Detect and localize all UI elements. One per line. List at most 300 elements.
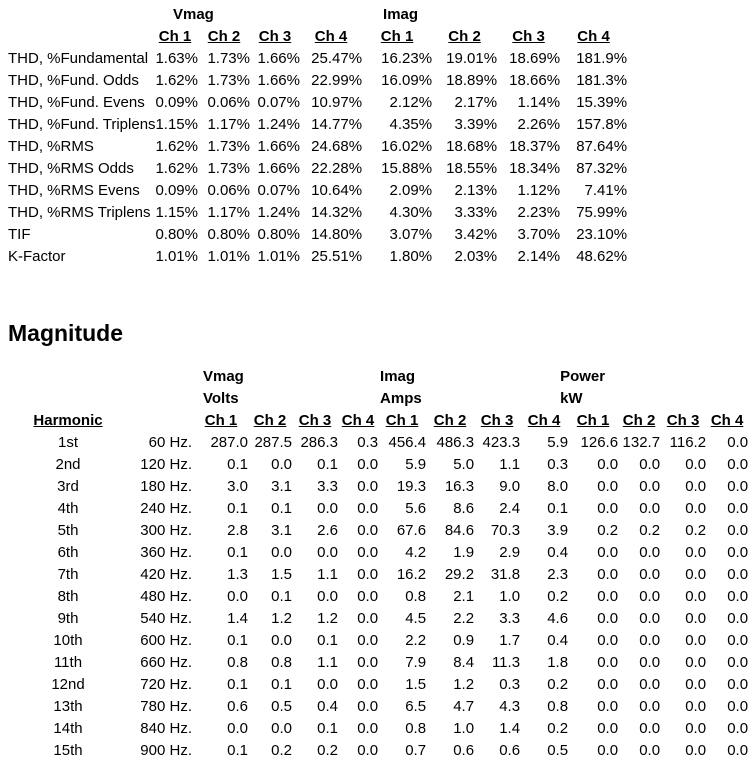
magnitude-value-cell: 2.2: [453, 610, 475, 627]
magnitude-value-cell: 0.0: [357, 610, 379, 627]
magnitude-table-row: [8, 740, 748, 762]
magnitude-value-cell: 0.0: [727, 610, 749, 627]
thd-value-cell: 16.09%: [381, 72, 433, 89]
magnitude-value-cell: 0.1: [227, 632, 248, 649]
magnitude-value-cell: 2.9: [499, 544, 521, 561]
thd-value-cell: 25.47%: [311, 50, 363, 67]
magnitude-value-cell: 2.3: [547, 566, 569, 583]
magnitude-value-cell: 0.1: [271, 588, 292, 605]
magnitude-value-cell: 0.0: [357, 720, 379, 737]
frequency-label: 780 Hz.: [140, 698, 192, 715]
magnitude-value-cell: 3.0: [227, 478, 248, 495]
magnitude-value-cell: 3.9: [547, 522, 569, 539]
magnitude-value-cell: 0.0: [271, 456, 292, 473]
magnitude-value-cell: 0.0: [317, 676, 338, 693]
magnitude-value-cell: 0.3: [357, 434, 379, 451]
harmonic-label: 3rd: [57, 478, 79, 495]
magnitude-value-cell: 29.2: [444, 566, 475, 583]
magnitude-corner-blank: [8, 366, 194, 388]
thd-label-blank: [8, 26, 152, 48]
thd-value-cell: 87.32%: [576, 160, 628, 177]
harmonic-label: 7th: [57, 566, 79, 583]
thd-row-label: TIF: [8, 226, 31, 243]
magnitude-table-row: [8, 454, 748, 476]
magnitude-value-cell: 70.3: [490, 522, 521, 539]
magnitude-value-cell: 1.4: [227, 610, 248, 627]
magnitude-value-cell: 2.2: [405, 632, 427, 649]
magnitude-value-cell: 0.0: [685, 500, 707, 517]
magnitude-value-cell: 0.0: [357, 632, 379, 649]
harmonic-label: 8th: [57, 588, 79, 605]
magnitude-value-cell: 0.6: [227, 698, 248, 715]
magnitude-value-cell: 0.0: [597, 456, 619, 473]
channel-header-label: Ch 1: [385, 412, 419, 429]
magnitude-value-cell: 0.0: [639, 610, 661, 627]
magnitude-value-cell: 0.0: [685, 742, 707, 759]
thd-value-cell: 1.01%: [155, 248, 198, 265]
magnitude-value-cell: 0.0: [727, 720, 749, 737]
magnitude-value-cell: 19.3: [396, 478, 427, 495]
thd-value-cell: 15.88%: [381, 160, 433, 177]
channel-header-power-ch2: [618, 410, 660, 432]
magnitude-value-cell: 0.0: [639, 544, 661, 561]
magnitude-value-cell: 0.0: [685, 632, 707, 649]
channel-header-imag-ch3: [497, 26, 560, 48]
magnitude-value-cell: 0.0: [271, 544, 292, 561]
magnitude-channel-header-row: [8, 410, 748, 432]
magnitude-value-cell: 0.0: [597, 588, 619, 605]
imag-group-header: Imag: [380, 368, 416, 385]
magnitude-value-cell: 287.0: [210, 434, 248, 451]
thd-value-cell: 22.28%: [311, 160, 363, 177]
thd-value-cell: 2.09%: [389, 182, 433, 199]
thd-row-label: K-Factor: [8, 248, 66, 265]
thd-value-cell: 1.14%: [517, 94, 561, 111]
channel-header-power-ch4: [706, 410, 748, 432]
magnitude-value-cell: 0.2: [597, 522, 619, 539]
magnitude-value-cell: 132.7: [622, 434, 661, 451]
frequency-label: 420 Hz.: [140, 566, 192, 583]
thd-row-label: THD, %RMS: [8, 138, 94, 155]
magnitude-value-cell: 0.0: [639, 456, 661, 473]
channel-header-label: Ch 2: [622, 412, 656, 429]
thd-value-cell: 14.80%: [311, 226, 363, 243]
frequency-label: 60 Hz.: [148, 434, 192, 451]
thd-corner-blank: [8, 4, 152, 26]
thd-value-cell: 24.68%: [311, 138, 363, 155]
magnitude-value-cell: 0.0: [597, 742, 619, 759]
channel-header-imag-ch3: [474, 410, 520, 432]
magnitude-value-cell: 0.0: [639, 720, 661, 737]
thd-value-cell: 14.32%: [311, 204, 363, 221]
channel-header-imag-ch2: [432, 26, 497, 48]
thd-value-cell: 4.30%: [389, 204, 433, 221]
magnitude-heading: Magnitude: [8, 320, 123, 346]
magnitude-table-row: [8, 432, 748, 454]
magnitude-value-cell: 1.3: [227, 566, 248, 583]
magnitude-value-cell: 0.0: [357, 588, 379, 605]
magnitude-value-cell: 2.1: [453, 588, 475, 605]
channel-header-vmag-ch4: [300, 26, 362, 48]
channel-header-label: Ch 3: [666, 412, 700, 429]
thd-value-cell: 3.39%: [454, 116, 498, 133]
magnitude-value-cell: 0.0: [317, 544, 338, 561]
magnitude-value-cell: 0.2: [547, 720, 569, 737]
magnitude-value-cell: 0.0: [685, 544, 707, 561]
thd-value-cell: 1.66%: [257, 138, 300, 155]
magnitude-value-cell: 0.4: [317, 698, 338, 715]
channel-header-vmag-ch3: [250, 26, 300, 48]
magnitude-value-cell: 8.4: [453, 654, 475, 671]
magnitude-value-cell: 126.6: [580, 434, 619, 451]
imag-unit-header: Amps: [380, 390, 422, 407]
channel-header-imag-ch2: [426, 410, 474, 432]
magnitude-value-cell: 0.0: [227, 588, 248, 605]
thd-value-cell: 4.35%: [389, 116, 433, 133]
magnitude-table-row: [8, 498, 748, 520]
magnitude-value-cell: 0.1: [227, 456, 248, 473]
thd-channel-header-row: [8, 26, 627, 48]
magnitude-value-cell: 0.0: [597, 654, 619, 671]
channel-header-label: Ch 3: [298, 412, 332, 429]
magnitude-value-cell: 1.8: [547, 654, 569, 671]
thd-value-cell: 25.51%: [311, 248, 363, 265]
magnitude-value-cell: 4.5: [405, 610, 427, 627]
magnitude-value-cell: 1.1: [499, 456, 521, 473]
thd-value-cell: 18.69%: [509, 50, 561, 67]
magnitude-table-row: [8, 696, 748, 718]
thd-value-cell: 10.64%: [311, 182, 363, 199]
thd-value-cell: 1.15%: [155, 204, 198, 221]
thd-value-cell: 19.01%: [446, 50, 498, 67]
harmonic-label: 4th: [57, 500, 79, 517]
harmonic-header-label: Harmonic: [33, 412, 103, 429]
channel-header-vmag-ch1: [152, 26, 198, 48]
magnitude-value-cell: 0.8: [271, 654, 292, 671]
magnitude-table-row: [8, 586, 748, 608]
magnitude-table-row: [8, 630, 748, 652]
thd-value-cell: 1.73%: [207, 160, 250, 177]
magnitude-value-cell: 0.0: [597, 566, 619, 583]
magnitude-value-cell: 0.2: [547, 676, 569, 693]
thd-value-cell: 1.01%: [207, 248, 250, 265]
thd-value-cell: 2.26%: [517, 116, 561, 133]
magnitude-value-cell: 0.9: [453, 632, 475, 649]
magnitude-value-cell: 1.1: [317, 654, 338, 671]
magnitude-value-cell: 1.5: [271, 566, 292, 583]
magnitude-value-cell: 11.3: [491, 654, 521, 671]
magnitude-value-cell: 0.0: [597, 478, 619, 495]
magnitude-value-cell: 8.6: [453, 500, 475, 517]
magnitude-value-cell: 0.2: [639, 522, 661, 539]
magnitude-table-row: [8, 674, 748, 696]
thd-value-cell: 1.66%: [257, 160, 300, 177]
frequency-label: 300 Hz.: [140, 522, 192, 539]
thd-value-cell: 23.10%: [576, 226, 628, 243]
thd-table-row: [8, 136, 627, 158]
thd-value-cell: 18.34%: [509, 160, 561, 177]
magnitude-value-cell: 0.0: [597, 500, 619, 517]
thd-value-cell: 0.80%: [155, 226, 198, 243]
magnitude-value-cell: 0.0: [727, 654, 749, 671]
magnitude-value-cell: 16.2: [396, 566, 427, 583]
channel-header-vmag-ch3: [292, 410, 338, 432]
magnitude-value-cell: 2.8: [227, 522, 248, 539]
thd-value-cell: 157.8%: [576, 116, 628, 133]
magnitude-value-cell: 0.0: [271, 720, 292, 737]
thd-value-cell: 87.64%: [576, 138, 628, 155]
magnitude-value-cell: 0.0: [727, 522, 749, 539]
thd-value-cell: 1.73%: [207, 50, 250, 67]
magnitude-value-cell: 0.1: [317, 720, 338, 737]
magnitude-value-cell: 0.0: [639, 478, 661, 495]
thd-value-cell: 1.73%: [207, 138, 250, 155]
frequency-label: 120 Hz.: [140, 456, 192, 473]
thd-value-cell: 2.13%: [454, 182, 498, 199]
magnitude-value-cell: 0.5: [271, 698, 292, 715]
thd-value-cell: 18.89%: [446, 72, 498, 89]
channel-header-vmag-ch2: [248, 410, 292, 432]
harmonic-label: 10th: [53, 632, 83, 649]
channel-header-power-ch3: [660, 410, 706, 432]
thd-value-cell: 3.70%: [517, 226, 561, 243]
thd-row-label: THD, %RMS Triplens: [8, 204, 151, 221]
thd-value-cell: 16.23%: [381, 50, 433, 67]
magnitude-value-cell: 0.1: [227, 742, 248, 759]
power-unit-label: kW: [560, 390, 583, 407]
thd-row-label: THD, %RMS Evens: [8, 182, 140, 199]
vmag-group-header: Vmag: [203, 368, 244, 385]
thd-row-label: THD, %Fund. Triplens: [8, 116, 156, 133]
magnitude-value-cell: 1.4: [499, 720, 521, 737]
harmonic-label: 6th: [57, 544, 79, 561]
magnitude-value-cell: 0.8: [405, 588, 427, 605]
magnitude-value-cell: 3.3: [499, 610, 521, 627]
magnitude-value-cell: 0.0: [727, 456, 749, 473]
magnitude-value-cell: 0.0: [685, 610, 707, 627]
channel-header-power-ch1: [568, 410, 618, 432]
magnitude-value-cell: 0.0: [357, 500, 379, 517]
magnitude-value-cell: 0.0: [639, 698, 661, 715]
channel-header-label: Ch 4: [710, 412, 744, 429]
magnitude-value-cell: 4.3: [499, 698, 521, 715]
magnitude-value-cell: 0.0: [639, 676, 661, 693]
magnitude-value-cell: 0.0: [685, 698, 707, 715]
magnitude-value-cell: 7.9: [405, 654, 427, 671]
magnitude-value-cell: 0.0: [727, 478, 749, 495]
thd-value-cell: 0.09%: [155, 94, 198, 111]
magnitude-value-cell: 0.0: [685, 566, 707, 583]
magnitude-value-cell: 1.5: [405, 676, 427, 693]
harmonic-label: 15th: [53, 742, 83, 759]
magnitude-value-cell: 0.0: [727, 698, 749, 715]
frequency-label: 900 Hz.: [140, 742, 192, 759]
thd-value-cell: 0.07%: [257, 94, 300, 111]
magnitude-value-cell: 0.0: [227, 720, 248, 737]
magnitude-value-cell: 1.0: [453, 720, 475, 737]
magnitude-value-cell: 286.3: [300, 434, 338, 451]
magnitude-value-cell: 0.0: [357, 544, 379, 561]
thd-value-cell: 3.07%: [389, 226, 433, 243]
thd-table-row: [8, 158, 627, 180]
power-group-header: [560, 366, 748, 388]
magnitude-value-cell: 0.8: [405, 720, 427, 737]
magnitude-value-cell: 0.0: [317, 588, 338, 605]
magnitude-value-cell: 0.0: [727, 434, 749, 451]
magnitude-value-cell: 0.3: [547, 456, 569, 473]
harmonic-label: 14th: [53, 720, 83, 737]
channel-header-label: Ch 1: [204, 412, 238, 429]
magnitude-table-row: [8, 476, 748, 498]
magnitude-value-cell: 0.3: [499, 676, 521, 693]
magnitude-value-cell: 4.6: [547, 610, 569, 627]
thd-value-cell: 2.14%: [517, 248, 561, 265]
channel-header-label: Ch 3: [258, 28, 292, 45]
harmonic-label: 9th: [57, 610, 79, 627]
magnitude-value-cell: 2.4: [499, 500, 521, 517]
frequency-label: 600 Hz.: [140, 632, 192, 649]
magnitude-value-cell: 5.6: [405, 500, 427, 517]
magnitude-value-cell: 16.3: [444, 478, 475, 495]
channel-header-label: Ch 4: [314, 28, 348, 45]
magnitude-value-cell: 0.1: [317, 632, 338, 649]
magnitude-value-cell: 0.0: [727, 742, 749, 759]
magnitude-value-cell: 1.2: [271, 610, 292, 627]
magnitude-value-cell: 1.7: [499, 632, 521, 649]
thd-value-cell: 181.9%: [576, 50, 628, 67]
thd-row-label: THD, %Fund. Evens: [8, 94, 145, 111]
magnitude-value-cell: 1.2: [453, 676, 475, 693]
thd-table-row: [8, 92, 627, 114]
magnitude-value-cell: 3.1: [271, 478, 292, 495]
thd-row-label: THD, %Fund. Odds: [8, 72, 139, 89]
harmonic-label: 13th: [53, 698, 83, 715]
magnitude-value-cell: 1.0: [499, 588, 521, 605]
channel-header-label: Ch 4: [341, 412, 375, 429]
magnitude-value-cell: 5.9: [547, 434, 569, 451]
magnitude-value-cell: 456.4: [388, 434, 427, 451]
magnitude-value-cell: 0.0: [685, 456, 707, 473]
magnitude-value-cell: 0.1: [317, 456, 338, 473]
magnitude-value-cell: 0.0: [727, 632, 749, 649]
magnitude-value-cell: 4.2: [405, 544, 427, 561]
channel-header-vmag-ch1: [194, 410, 248, 432]
thd-value-cell: 18.55%: [446, 160, 498, 177]
frequency-label: 660 Hz.: [140, 654, 192, 671]
magnitude-value-cell: 116.2: [669, 434, 707, 451]
magnitude-value-cell: 0.0: [317, 500, 338, 517]
thd-group-header-row: [8, 4, 627, 26]
magnitude-value-cell: 0.0: [357, 522, 379, 539]
thd-value-cell: 1.66%: [257, 72, 300, 89]
magnitude-value-cell: 0.8: [227, 654, 248, 671]
magnitude-value-cell: 1.1: [317, 566, 338, 583]
magnitude-value-cell: 0.8: [547, 698, 569, 715]
thd-value-cell: 1.66%: [257, 50, 300, 67]
thd-value-cell: 18.37%: [509, 138, 561, 155]
vmag-group-header: Vmag: [173, 6, 214, 23]
magnitude-value-cell: 1.9: [453, 544, 475, 561]
thd-value-cell: 1.17%: [207, 116, 250, 133]
thd-value-cell: 1.62%: [155, 72, 198, 89]
magnitude-value-cell: 423.3: [482, 434, 521, 451]
magnitude-value-cell: 0.1: [547, 500, 569, 517]
thd-value-cell: 1.17%: [207, 204, 250, 221]
magnitude-value-cell: 0.0: [685, 654, 707, 671]
thd-table-row: [8, 70, 627, 92]
frequency-column-blank: [128, 410, 194, 432]
thd-table: [8, 4, 627, 268]
thd-value-cell: 75.99%: [576, 204, 628, 221]
magnitude-value-cell: 0.0: [727, 676, 749, 693]
magnitude-unit-blank: [8, 388, 194, 410]
thd-value-cell: 10.97%: [311, 94, 363, 111]
magnitude-value-cell: 0.0: [639, 632, 661, 649]
harmonic-label: 12nd: [51, 676, 85, 693]
thd-table-row: [8, 114, 627, 136]
magnitude-value-cell: 3.3: [317, 478, 338, 495]
magnitude-value-cell: 0.0: [639, 500, 661, 517]
magnitude-value-cell: 0.1: [227, 676, 248, 693]
thd-value-cell: 15.39%: [576, 94, 628, 111]
channel-header-label: Ch 2: [433, 412, 467, 429]
channel-header-label: Ch 1: [158, 28, 192, 45]
magnitude-value-cell: 0.0: [727, 544, 749, 561]
thd-value-cell: 2.03%: [454, 248, 498, 265]
thd-value-cell: 1.12%: [517, 182, 561, 199]
thd-value-cell: 18.68%: [446, 138, 498, 155]
magnitude-value-cell: 0.0: [639, 588, 661, 605]
magnitude-value-cell: 0.0: [357, 456, 379, 473]
channel-header-label: Ch 3: [480, 412, 514, 429]
magnitude-value-cell: 0.4: [547, 632, 569, 649]
harmonic-column-header: [8, 410, 128, 432]
magnitude-value-cell: 0.0: [597, 632, 619, 649]
thd-value-cell: 1.15%: [155, 116, 198, 133]
frequency-label: 480 Hz.: [140, 588, 192, 605]
channel-header-label: Ch 2: [207, 28, 241, 45]
magnitude-value-cell: 0.0: [597, 544, 619, 561]
magnitude-table-row: [8, 564, 748, 586]
magnitude-value-cell: 0.2: [547, 588, 569, 605]
thd-value-cell: 1.73%: [207, 72, 250, 89]
channel-header-label: Ch 3: [512, 28, 545, 45]
thd-row-label: THD, %RMS Odds: [8, 160, 134, 177]
thd-row-label: THD, %Fundamental: [8, 50, 149, 67]
magnitude-table-row: [8, 542, 748, 564]
magnitude-value-cell: 0.1: [227, 544, 248, 561]
channel-header-imag-ch4: [520, 410, 568, 432]
thd-value-cell: 48.62%: [576, 248, 628, 265]
thd-value-cell: 1.62%: [155, 160, 198, 177]
magnitude-unit-header-row: [8, 388, 748, 410]
frequency-label: 360 Hz.: [140, 544, 192, 561]
magnitude-value-cell: 0.0: [597, 720, 619, 737]
channel-header-label: Ch 1: [380, 28, 414, 45]
channel-header-imag-ch1: [378, 410, 426, 432]
thd-value-cell: 7.41%: [584, 182, 628, 199]
magnitude-value-cell: 5.0: [453, 456, 475, 473]
thd-value-cell: 1.62%: [155, 138, 198, 155]
thd-value-cell: 2.17%: [454, 94, 498, 111]
thd-table-row: [8, 202, 627, 224]
magnitude-value-cell: 0.0: [639, 742, 661, 759]
magnitude-value-cell: 84.6: [444, 522, 475, 539]
magnitude-value-cell: 0.6: [499, 742, 521, 759]
thd-value-cell: 14.77%: [311, 116, 363, 133]
thd-table-row: [8, 246, 627, 268]
thd-value-cell: 22.99%: [311, 72, 363, 89]
